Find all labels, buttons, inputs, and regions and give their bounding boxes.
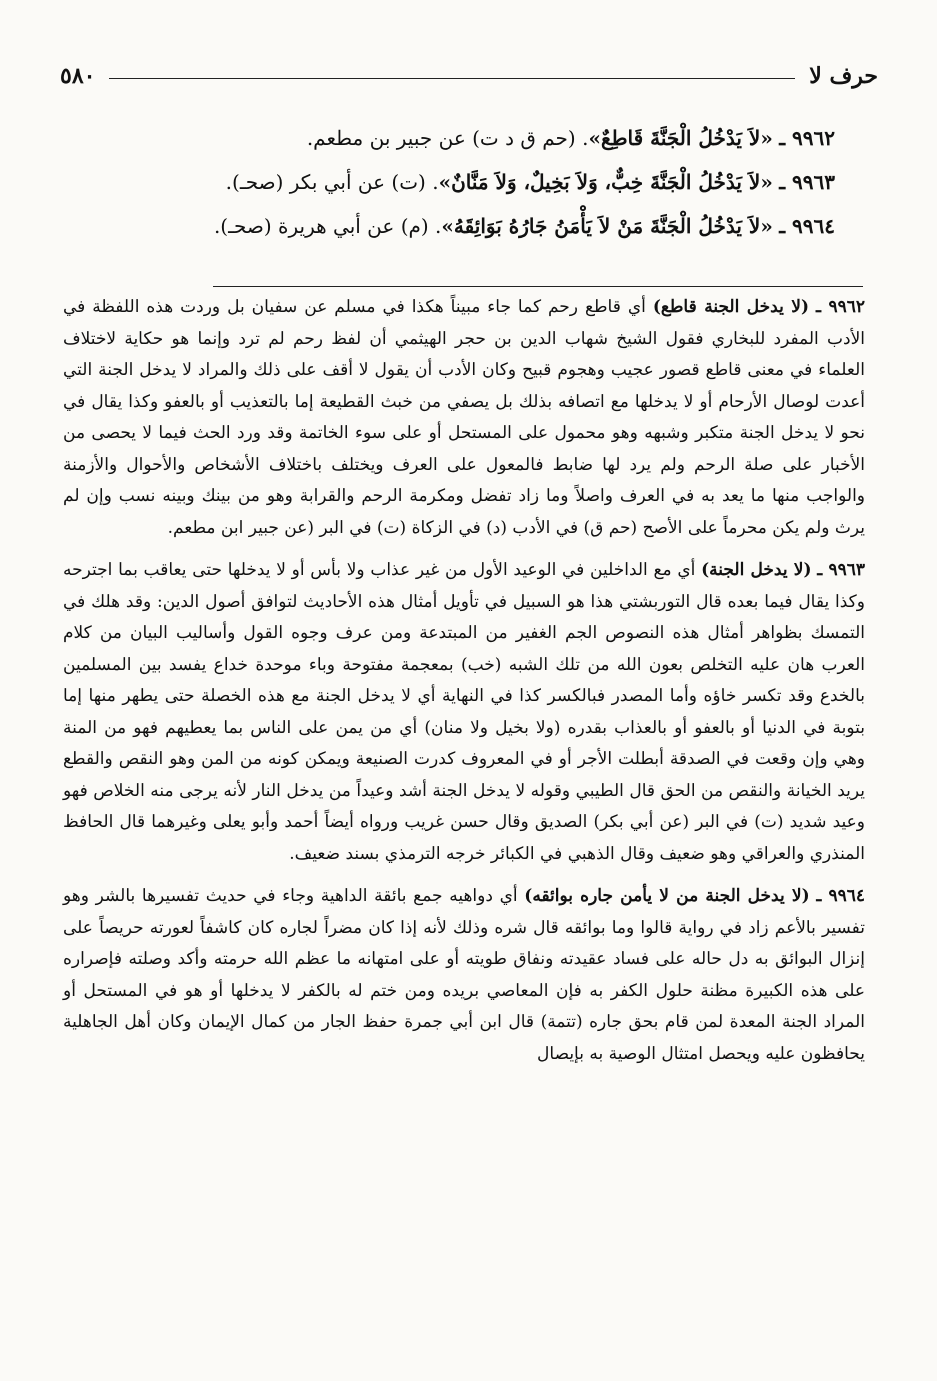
commentary-text: أي قاطع رحم كما جاء مبيناً هكذا في مسلم عن سفيان بل وردت هذه اللفظة في الأدب المفرد للبخاري فقول الشيخ شهاب الدين بن حجر الهيثمي أن لفظ رحم لم ترد وإنما هو حكاية لاختلاف العلماء في معنى قاطع قصور عجيب وهجوم قبيح وكان الأدب أن يقول لا أقف على ذلك والمراد لا يدخل الجنة التي أعدت لوصال الأرحام أو لا يدخلها مع اتصافه بذلك بل يصفي من خبث القطيعة إما بالتعذيب أو بالعفو وكذا يقال في نحو لا يدخل الجنة متكبر وشبهه وهو محمول على المستحل أو على سوء الخاتمة وقد ورد الحث فيما لا يحصى من الأخبار على صلة الرحم ولم يرد لها ضابط فالمعول على العرف ويختلف باختلاف الأشخاص والأحوال والأزمنة والواجب منها ما يعد به في العرف واصلاً وما زاد تفضل ومكرمة الرحم والقرابة وهو من بينك وبينه نسب وإن لم يرث ولم يكن محرماً على الأصح (حم ق) في الأدب (د) في الزكاة (ت) في البر (عن جبير ابن مطعم.: [63, 297, 865, 538]
commentary-lemma: (لا يدخل الجنة): [701, 560, 812, 580]
chapter-title: حرف لا: [809, 63, 878, 89]
hadith-matn: «لاَ يَدْخُلُ الْجَنَّةَ قَاطِعٌ»: [588, 126, 773, 150]
hadith-texts: [75, 116, 835, 248]
hadith-source: . (حم ق د ت) عن جبير بن مطعم.: [306, 126, 589, 150]
hadith-matn: «لاَ يَدْخُلُ الْجَنَّةَ مَنْ لاَ يَأْمَنُ جَارُهُ بَوَائِقَهُ»: [441, 214, 773, 238]
commentary-lemma: (لا يدخل الجنة قاطع): [652, 297, 810, 317]
hadith-number: ٩٩٦٢ ـ: [779, 126, 835, 150]
hadith-entry: [75, 116, 835, 160]
commentary-text: أي دواهيه جمع بائقة الداهية وجاء في حديث تفسيرها بالشر وهو تفسير بالأعم زاد في رواية قالوا وما بوائقه قال شره وذلك لأنه إذا كان مضراً لجاره كان كاشفاً لعورته حريصاً على إنزال البوائق به دل حاله على فساد عقيدته ونفاق طويته أو على امتهانه ما عظم الله حرمته وأكد وصلته فإصراره على هذه الكبيرة مظنة حلول الكفر به فإن المعاصي بريده ومن ختم له بالكفر لا يدخلها أو هو في المستحل أو المراد الجنة المعدة لمن قام بحق جاره (تتمة) قال ابن أبي جمرة حفظ الجار من كمال الإيمان وكان أهل الجاهلية يحافظون عليه ويحصل امتثال الوصية به بإيصال: [63, 886, 866, 1064]
hadith-number: ٩٩٦٤ ـ: [779, 214, 835, 238]
commentary-number: ٩٩٦٤ ـ: [816, 886, 865, 906]
hadith-source: . (ت) عن أبي بكر (صحـ).: [225, 170, 439, 194]
commentary-paragraph: [63, 555, 865, 870]
hadith-matn: «لاَ يَدْخُلُ الْجَنَّةَ خِبٌّ، وَلاَ بَخِيلٌ، وَلاَ مَنَّانٌ»: [438, 170, 773, 194]
commentary-paragraph: [63, 881, 865, 1070]
header-rule: [109, 78, 795, 79]
commentary-number: ٩٩٦٢ ـ: [816, 297, 866, 317]
commentary-text: أي مع الداخلين في الوعيد الأول من غير عذاب ولا بأس أو لا يدخلها حتى يعاقب بما اجترحه وكذا يقال فيما بعده قال التوربشتي هذا هو السبيل في تأويل أمثال هذه الأحاديث لتوافق أصول الدين: وقد هلك في التمسك بظواهر أمثال هذه النصوص الجم الغفير من المبتدعة ومن عرف وجوه القول وأساليب البيان من كلام العرب هان عليه التخلص بعون الله من تلك الشبه (خب) بمعجمة مفتوحة وباء موحدة خداع يفسد بين المسلمين بالخدع وقد تكسر خاؤه وأما المصدر فبالكسر كذا في النهاية أي لا يدخل الجنة مع هذه الخصلة حتى يطهر منها إما بتوبة في الدنيا أو بالعفو أو بالعذاب بقدره (ولا بخيل ولا منان) أي من يمن على الناس بما يعطيهم فهو من المنة وهي وإن وقعت في الصدقة أبطلت الأجر أو في المعروف كدرت الصنيعة ويمكن كونه من المن وهو النقص والقطع يريد الخيانة والنقص من الحق قال الطيبي وقوله لا يدخل الجنة أشد وعيداً من يدخل النار لأنه يرجى منه الخلاص فهو وعيد شديد (ت) في البر (عن أبي بكر) الصديق وقال حسن غريب ورواه أيضاً أحمد وأبو يعلى وغيرهما قال الحافظ المنذري والعراقي وهو ضعيف وقال الذهبي في الكبائر خرجه الترمذي بسند ضعيف.: [63, 560, 865, 864]
commentary-paragraph: [63, 292, 865, 544]
hadith-source: . (م) عن أبي هريرة (صحـ).: [213, 214, 442, 238]
hadith-number: ٩٩٦٣ ـ: [779, 170, 835, 194]
hadith-entry: [75, 204, 835, 248]
running-header: [60, 56, 878, 96]
hadith-entry: [75, 160, 835, 204]
commentary-number: ٩٩٦٣ ـ: [817, 560, 866, 580]
commentary-lemma: (لا يدخل الجنة من لا يأمن جاره بوائقه): [524, 886, 810, 906]
commentary: [63, 292, 865, 1081]
page-number: ٥٨٠: [60, 63, 96, 89]
footnote-separator: [213, 286, 863, 287]
